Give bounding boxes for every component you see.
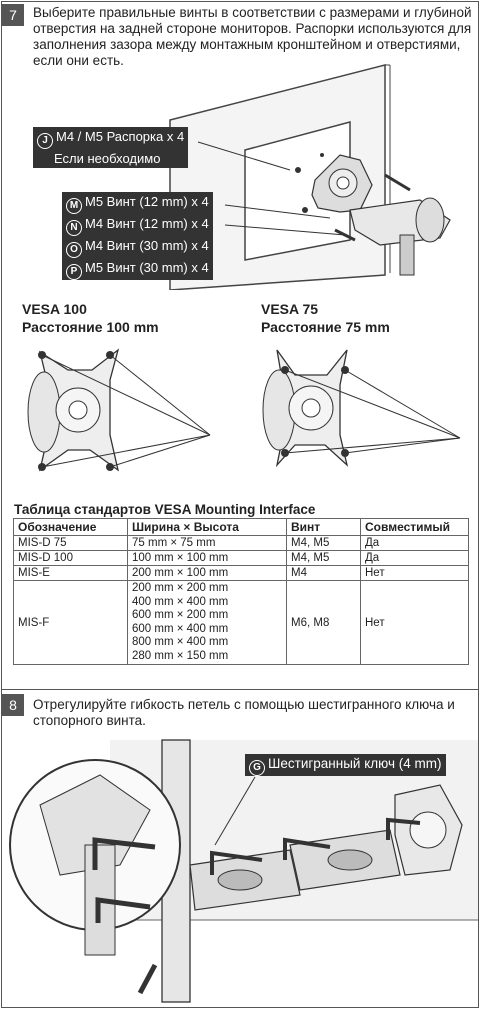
- table-row: MIS-E 200 mm × 100 mm M4 Нет: [14, 566, 469, 581]
- screw-item: N M4 Винт (12 mm) x 4: [66, 214, 209, 236]
- letter-j-icon: J: [37, 133, 53, 149]
- screw-list: [62, 192, 213, 280]
- hex-key-label: G Шестигранный ключ (4 mm): [245, 754, 446, 776]
- step-7-number: 7: [2, 4, 24, 26]
- spacer-label-line2: Если необходимо: [54, 151, 161, 166]
- vesa-100-title: VESA 100 Расстояние 100 mm: [22, 301, 159, 335]
- vesa-standards-table: [13, 518, 469, 665]
- spacer-label: [33, 127, 188, 168]
- letter-o-icon: O: [66, 242, 82, 258]
- vesa-table-title: Таблица стандартов VESA Mounting Interface: [14, 502, 316, 517]
- letter-m-icon: M: [66, 198, 82, 214]
- vesa-100-diagram: [20, 340, 230, 490]
- column-header: Совместимый: [361, 519, 469, 536]
- step-8-number: 8: [2, 694, 24, 716]
- vesa-75-title: VESA 75 Расстояние 75 mm: [261, 301, 390, 335]
- table-row: MIS-D 100 100 mm × 100 mm M4, M5 Да: [14, 551, 469, 566]
- letter-p-icon: P: [66, 264, 82, 280]
- column-header: Обозначение: [14, 519, 128, 536]
- letter-g-icon: G: [249, 760, 265, 776]
- column-header: Ширина × Высота: [128, 519, 287, 536]
- spacer-label-line1: M4 / M5 Распорка x 4: [56, 129, 185, 144]
- column-header: Винт: [287, 519, 361, 536]
- step-7-instructions: Выберите правильные винты в соответствии с размерами и глубиной отверстия на задней стороне мониторов. Распорки используются для заполнения зазора между монтажным кронштейном и отверстиями, если они есть.: [33, 5, 472, 68]
- letter-n-icon: N: [66, 220, 82, 236]
- table-row: MIS-F 200 mm × 200 mm 400 mm × 400 mm 600 mm × 200 mm 600 mm × 400 mm 800 mm × 400 mm 280 mm × 150 mm M6, M8 Нет: [14, 581, 469, 665]
- table-header-row: [14, 519, 469, 536]
- table-row: MIS-D 75 75 mm × 75 mm M4, M5 Да: [14, 536, 469, 551]
- vesa-75-diagram: [255, 340, 470, 490]
- screw-item: M M5 Винт (12 mm) x 4: [66, 192, 209, 214]
- section-divider: [1, 689, 479, 690]
- screw-item: P M5 Винт (30 mm) x 4: [66, 258, 209, 280]
- screw-item: O M4 Винт (30 mm) x 4: [66, 236, 209, 258]
- step-8-instructions: Отрегулируйте гибкость петель с помощью шестигранного ключа и стопорного винта.: [33, 697, 455, 728]
